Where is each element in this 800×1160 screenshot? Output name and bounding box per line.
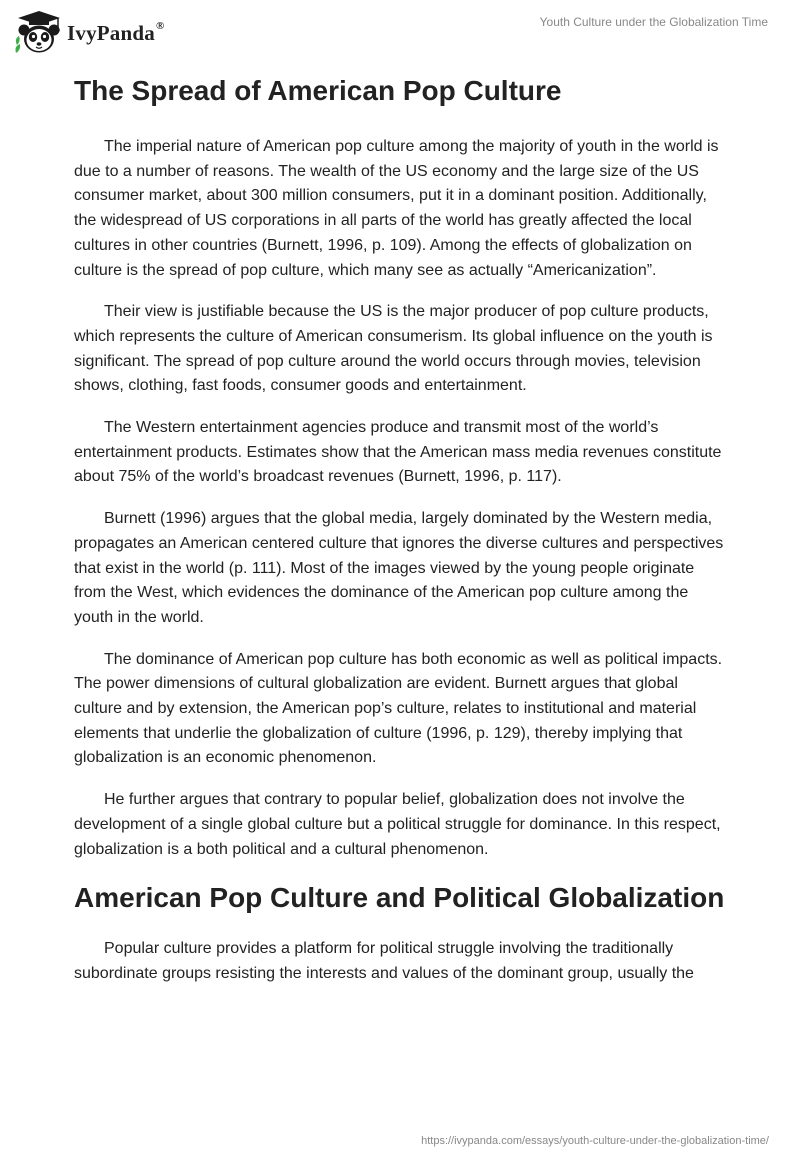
- paragraph: Popular culture provides a platform for political struggle involving the traditionally subordinate groups resisting the interests and values of the dominant group, usually the: [74, 940, 694, 982]
- registered-mark: ®: [155, 19, 165, 32]
- section-heading-spread: The Spread of American Pop Culture: [74, 75, 562, 106]
- brand-name-text: IvyPanda: [67, 20, 155, 45]
- brand-logo[interactable]: [14, 9, 164, 55]
- panda-graduate-icon: [14, 9, 64, 55]
- paragraph: The Western entertainment agencies produce and transmit most of the world’s entertainment products. Estimates show that the American mass media revenues constitute about 75% of the world’s broadcast revenues (Burnett, 1996, p. 117).: [74, 419, 722, 486]
- paragraph: The dominance of American pop culture has both economic as well as political impacts. The power dimensions of cultural globalization are evident. Burnett argues that global culture and by extension, the American pop’s culture, relates to institutional and material elements that underlie the globalization of culture (1996, p. 129), thereby implying that globalization is an economic phenomenon.: [74, 650, 723, 767]
- paragraph: Their view is justifiable because the US is the major producer of pop culture products, which represents the culture of American consumerism. Its global influence on the youth is significant. The spread of pop culture around the world occurs through movies, television shows, clothing, fast foods, consumer goods and entertainment.: [74, 303, 713, 395]
- paragraph: Burnett (1996) argues that the global media, largely dominated by the Western media, propagates an American centered culture that ignores the diverse cultures and perspectives that exist in the world (p. 111). Most of the images viewed by the young people originate from the West, which evidences the dominance of the American pop culture among the youth in the world.: [74, 510, 724, 626]
- section-heading-political-globalization: American Pop Culture and Political Globalization: [74, 882, 725, 914]
- source-url[interactable]: https://ivypanda.com/essays/youth-culture-under-the-globalization-time/: [421, 1135, 769, 1147]
- paragraph: The imperial nature of American pop culture among the majority of youth in the world is due to a number of reasons. The wealth of the US economy and the large size of the US consumer market, about 300 million consumers, put it in a dominant position. Additionally, the widespread of US corporations in all parts of the world has greatly affected the local cultures in other countries (Burnett, 1996, p. 109). Among the effects of globalization on culture is the spread of pop culture, which many see as actually “Americanization”.: [74, 138, 719, 279]
- paragraph: He further argues that contrary to popular belief, globalization does not involve the development of a single global culture but a political struggle for dominance. In this respect, globalization is a both political and a cultural phenomenon.: [74, 791, 721, 858]
- essay-content: [74, 72, 726, 1004]
- brand-name: [67, 21, 164, 46]
- running-title: Youth Culture under the Globalization Time: [539, 15, 768, 29]
- page-header: [0, 0, 800, 64]
